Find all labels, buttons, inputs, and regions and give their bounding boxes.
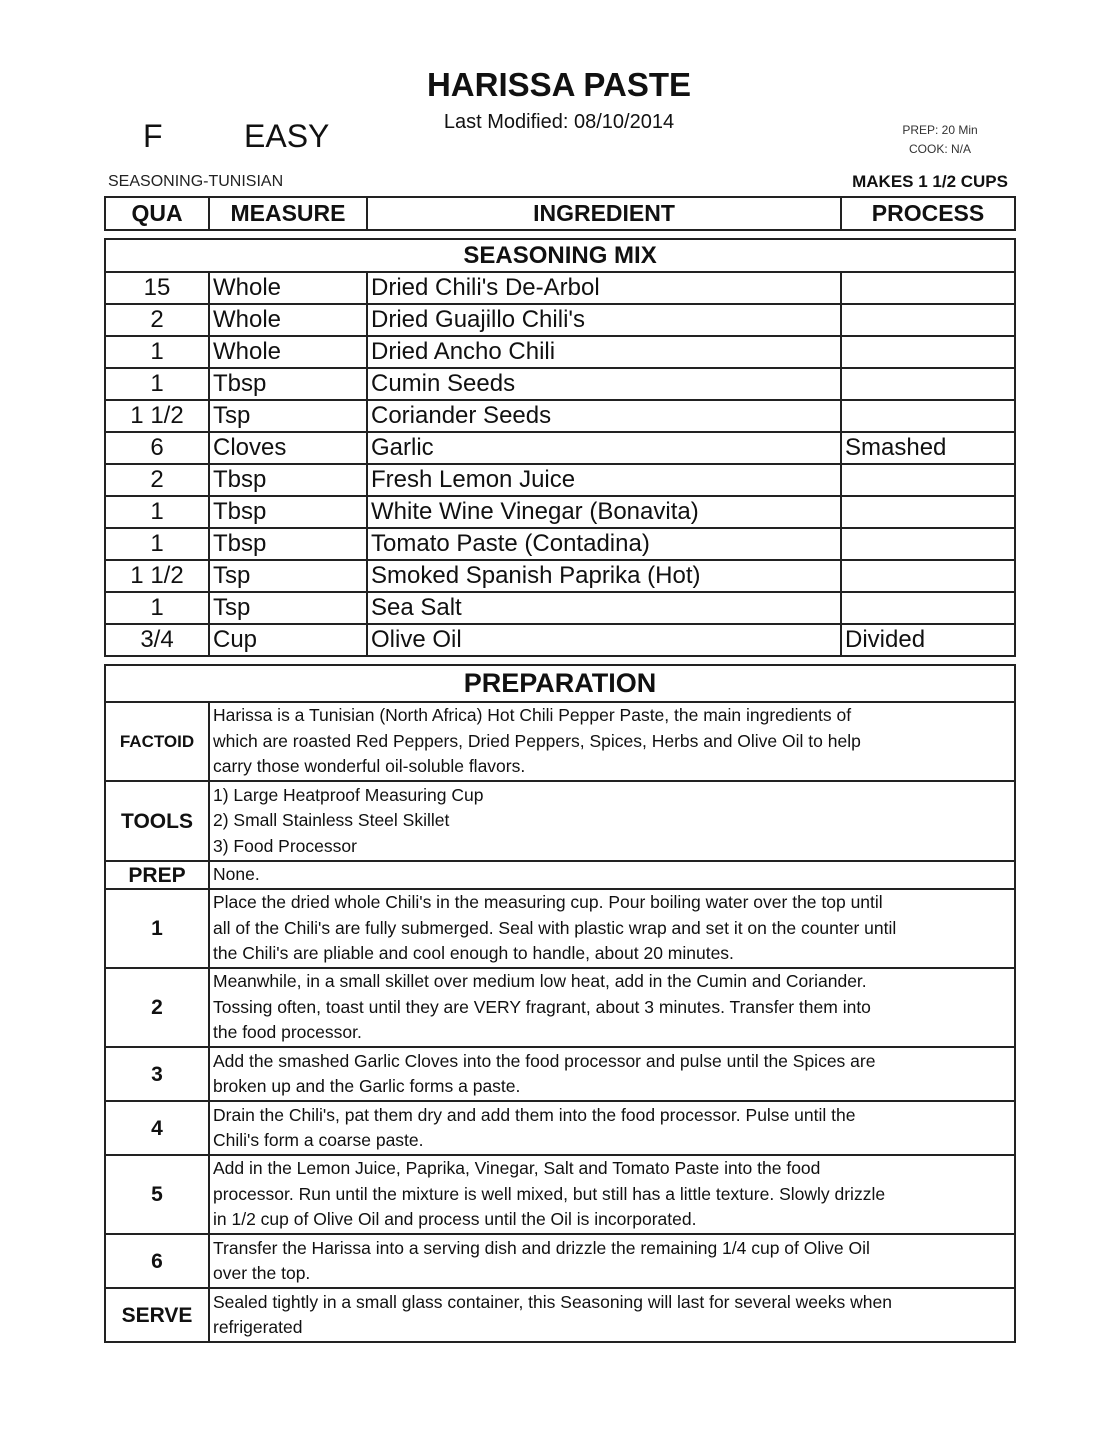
- step-label: 6: [105, 1234, 209, 1288]
- ingredient-process: [841, 304, 1015, 336]
- ingredient-process: [841, 560, 1015, 592]
- ingredient-measure: Tbsp: [209, 528, 367, 560]
- ingredient-name: White Wine Vinegar (Bonavita): [367, 496, 841, 528]
- ingredient-name: Sea Salt: [367, 592, 841, 624]
- ingredient-qty: 1: [105, 368, 209, 400]
- ingredient-qty: 15: [105, 272, 209, 304]
- difficulty-label: EASY: [244, 118, 330, 154]
- step-text-line: 1) Large Heatproof Measuring Cup: [213, 784, 484, 805]
- cook-time: COOK: N/A: [908, 142, 971, 156]
- ingredient-name: Cumin Seeds: [367, 368, 841, 400]
- step-label: SERVE: [105, 1288, 209, 1342]
- ingredient-name: Tomato Paste (Contadina): [367, 528, 841, 560]
- preparation-section-row: [105, 665, 1015, 702]
- ingredient-qty: 1 1/2: [105, 400, 209, 432]
- ingredient-process: [841, 336, 1015, 368]
- step-text-line: Add the smashed Garlic Cloves into the food processor and pulse until the Spices are: [213, 1050, 876, 1071]
- ingredient-measure: Tbsp: [209, 496, 367, 528]
- preparation-row: [105, 889, 1015, 968]
- step-text-line: 3) Food Processor: [213, 835, 357, 856]
- step-label: 3: [105, 1047, 209, 1101]
- ingredient-row: [105, 528, 1015, 560]
- ingredient-row: [105, 336, 1015, 368]
- ingredients-section-title: SEASONING MIX: [105, 239, 1015, 272]
- header-ingredient: INGREDIENT: [367, 197, 841, 230]
- ingredient-qty: 2: [105, 304, 209, 336]
- ingredient-process: Divided: [841, 624, 1015, 656]
- ingredient-name: Dried Ancho Chili: [367, 336, 841, 368]
- step-text-line: Chili's form a coarse paste.: [213, 1130, 424, 1150]
- step-text-line: the Chili's are pliable and cool enough to handle, about 20 minutes.: [213, 943, 734, 964]
- ingredient-row: [105, 368, 1015, 400]
- recipe-yield: MAKES 1 1/2 CUPS: [852, 172, 1008, 191]
- ingredient-measure: Whole: [209, 304, 367, 336]
- step-text-line: which are roasted Red Peppers, Dried Peppers, Spices, Herbs and Olive Oil to help: [213, 730, 861, 751]
- ingredient-name: Fresh Lemon Juice: [367, 464, 841, 496]
- step-text: [209, 968, 1015, 1047]
- step-text-line: all of the Chili's are fully submerged. Seal with plastic wrap and set it on the counter until: [213, 917, 897, 938]
- ingredient-measure: Whole: [209, 272, 367, 304]
- step-text-line: processor. Run until the mixture is well mixed, but still has a little texture. Slowly drizzle: [213, 1183, 886, 1204]
- step-text-line: refrigerated: [213, 1317, 303, 1337]
- step-text: [209, 1234, 1015, 1288]
- step-text: [209, 1288, 1015, 1342]
- preparation-table: [104, 664, 1016, 1343]
- ingredient-process: [841, 592, 1015, 624]
- ingredient-row: [105, 304, 1015, 336]
- column-header-row: [105, 197, 1015, 230]
- step-label: 2: [105, 968, 209, 1047]
- ingredient-process: [841, 528, 1015, 560]
- ingredient-name: Olive Oil: [367, 624, 841, 656]
- ingredient-row: [105, 592, 1015, 624]
- prep-time: PREP: 20 Min: [902, 123, 978, 137]
- ingredient-row: [105, 272, 1015, 304]
- ingredient-row: [105, 560, 1015, 592]
- ingredient-name: Dried Chili's De-Arbol: [367, 272, 841, 304]
- preparation-row: [105, 1101, 1015, 1155]
- step-text-line: Sealed tightly in a small glass container, this Seasoning will last for several weeks when: [213, 1291, 892, 1312]
- step-label: 5: [105, 1155, 209, 1234]
- step-text: [209, 889, 1015, 968]
- ingredient-process: [841, 464, 1015, 496]
- preparation-row: [105, 702, 1015, 781]
- step-text: [209, 1047, 1015, 1101]
- ingredient-measure: Whole: [209, 336, 367, 368]
- step-text: [209, 702, 1015, 781]
- step-text-line: broken up and the Garlic forms a paste.: [213, 1076, 521, 1096]
- step-text-line: Drain the Chili's, pat them dry and add them into the food processor. Pulse until the: [213, 1104, 856, 1125]
- ingredient-qty: 1: [105, 528, 209, 560]
- ingredient-row: [105, 400, 1015, 432]
- preparation-row: [105, 861, 1015, 889]
- step-text-line: Place the dried whole Chili's in the measuring cup. Pour boiling water over the top until: [213, 892, 883, 913]
- step-text-line: carry those wonderful oil-soluble flavors.: [213, 756, 526, 777]
- ingredients-section-row: [105, 239, 1015, 272]
- ingredient-measure: Tsp: [209, 560, 367, 592]
- ingredient-row: [105, 496, 1015, 528]
- preparation-row: [105, 1288, 1015, 1342]
- ingredient-measure: Tbsp: [209, 368, 367, 400]
- step-text: [209, 781, 1015, 861]
- step-text-line: Tossing often, toast until they are VERY fragrant, about 3 minutes. Transfer them into: [213, 996, 871, 1017]
- step-text-line: in 1/2 cup of Olive Oil and process until the Oil is incorporated.: [213, 1209, 697, 1230]
- step-text: [209, 1155, 1015, 1234]
- step-label: TOOLS: [105, 781, 209, 861]
- step-text-line: 2) Small Stainless Steel Skillet: [213, 810, 450, 831]
- last-modified: Last Modified: 08/10/2014: [443, 111, 675, 133]
- preparation-row: [105, 1047, 1015, 1101]
- column-header-table: [104, 196, 1016, 231]
- step-text-line: the food processor.: [213, 1022, 362, 1043]
- preparation-row: [105, 781, 1015, 861]
- ingredient-process: [841, 496, 1015, 528]
- step-text-line: Transfer the Harissa into a serving dish and drizzle the remaining 1/4 cup of Olive Oil: [213, 1237, 870, 1258]
- ingredient-qty: 1: [105, 592, 209, 624]
- ingredient-row: [105, 432, 1015, 464]
- ingredient-qty: 6: [105, 432, 209, 464]
- ingredient-process: Smashed: [841, 432, 1015, 464]
- step-text: [209, 861, 1015, 889]
- recipe-category: SEASONING-TUNISIAN: [108, 173, 284, 190]
- ingredient-qty: 1: [105, 336, 209, 368]
- preparation-section-title: PREPARATION: [105, 665, 1015, 702]
- recipe-title: HARISSA PASTE: [426, 66, 692, 103]
- step-label: 4: [105, 1101, 209, 1155]
- ingredient-name: Coriander Seeds: [367, 400, 841, 432]
- step-label: 1: [105, 889, 209, 968]
- ingredient-process: [841, 272, 1015, 304]
- ingredients-table: [104, 238, 1016, 657]
- step-text-line: Harissa is a Tunisian (North Africa) Hot Chili Pepper Paste, the main ingredients of: [213, 705, 852, 726]
- header-qty: QUA: [105, 197, 209, 230]
- ingredient-measure: Cup: [209, 624, 367, 656]
- ingredient-row: [105, 464, 1015, 496]
- timing-block: [860, 121, 1020, 159]
- ingredient-measure: Tsp: [209, 400, 367, 432]
- header-measure: MEASURE: [209, 197, 367, 230]
- ingredient-process: [841, 400, 1015, 432]
- ingredient-qty: 1: [105, 496, 209, 528]
- ingredient-qty: 2: [105, 464, 209, 496]
- ingredient-name: Smoked Spanish Paprika (Hot): [367, 560, 841, 592]
- preparation-row: [105, 1234, 1015, 1288]
- step-text: [209, 1101, 1015, 1155]
- header-process: PROCESS: [841, 197, 1015, 230]
- ingredient-qty: 3/4: [105, 624, 209, 656]
- ingredient-row: [105, 624, 1015, 656]
- step-text-line: over the top.: [213, 1263, 311, 1283]
- step-label: PREP: [105, 861, 209, 889]
- ingredient-name: Garlic: [367, 432, 841, 464]
- ingredient-name: Dried Guajillo Chili's: [367, 304, 841, 336]
- ingredient-measure: Tsp: [209, 592, 367, 624]
- preparation-row: [105, 1155, 1015, 1234]
- recipe-code: F: [143, 118, 163, 154]
- step-text-line: Add in the Lemon Juice, Paprika, Vinegar, Salt and Tomato Paste into the food: [213, 1158, 821, 1179]
- ingredient-measure: Tbsp: [209, 464, 367, 496]
- step-text-line: None.: [213, 864, 260, 885]
- preparation-row: [105, 968, 1015, 1047]
- step-text-line: Meanwhile, in a small skillet over medium low heat, add in the Cumin and Coriander.: [213, 971, 867, 992]
- ingredient-qty: 1 1/2: [105, 560, 209, 592]
- ingredient-process: [841, 368, 1015, 400]
- ingredient-measure: Cloves: [209, 432, 367, 464]
- step-label: FACTOID: [105, 702, 209, 781]
